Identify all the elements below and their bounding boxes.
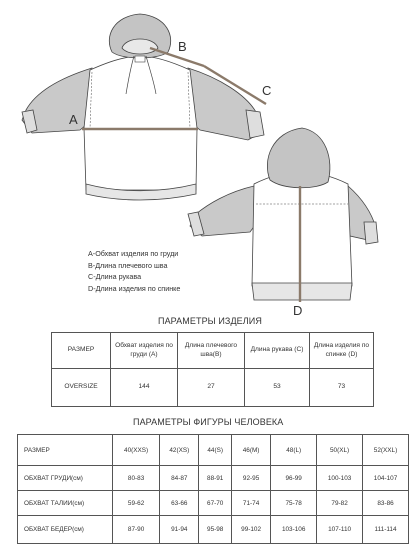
table-row — [18, 516, 409, 544]
table-cell: 80-83 — [113, 466, 160, 491]
table-cell: 111-114 — [363, 516, 409, 544]
header-cell: Длина плечевого шва(B) — [178, 333, 245, 369]
back-body — [252, 172, 352, 286]
table-cell: 99-102 — [231, 516, 270, 544]
label-d: D — [293, 303, 303, 318]
header-cell: РАЗМЕР — [52, 333, 111, 369]
table-cell: 87-90 — [113, 516, 160, 544]
product-params-title: ПАРАМЕТРЫ ИЗДЕЛИЯ — [158, 316, 262, 326]
table-cell: 95-98 — [199, 516, 232, 544]
body-params-table — [17, 434, 409, 544]
table-cell: 59-62 — [113, 491, 160, 516]
table-cell: 91-94 — [160, 516, 199, 544]
table-cell: 83-86 — [363, 491, 409, 516]
table-cell: 144 — [111, 369, 178, 407]
table-row — [18, 491, 409, 516]
table-cell: 79-82 — [317, 491, 363, 516]
row-label: ОБХВАТ БЕДЕР(см) — [18, 516, 113, 544]
table-cell: 67-70 — [199, 491, 232, 516]
header-cell: РАЗМЕР — [18, 435, 113, 466]
front-body — [84, 56, 197, 190]
table-cell: OVERSIZE — [52, 369, 111, 407]
header-cell: Длина изделия по спинке (D) — [310, 333, 374, 369]
header-cell: 42(XS) — [160, 435, 199, 466]
table-cell: 73 — [310, 369, 374, 407]
legend-item-c: C-Длина рукава — [88, 272, 142, 282]
label-a: A — [69, 112, 78, 127]
table-cell: 96-99 — [271, 466, 317, 491]
header-cell: Обхват изделия по груди (А) — [111, 333, 178, 369]
back-hood — [267, 128, 330, 188]
back-right-cuff — [364, 222, 378, 244]
table-cell: 104-107 — [363, 466, 409, 491]
table-cell: 84-87 — [160, 466, 199, 491]
legend-item-a: A-Обхват изделия по груди — [88, 249, 179, 258]
label-b: B — [178, 39, 187, 54]
legend-item-d: D-Длина изделия по спинке — [88, 283, 181, 293]
table-cell: 71-74 — [231, 491, 270, 516]
legend-item-b: B-Длина плечевого шва — [88, 260, 168, 270]
header-cell: 46(M) — [231, 435, 270, 466]
table-cell: 53 — [245, 369, 310, 407]
table-cell: 100-103 — [317, 466, 363, 491]
row-label: ОБХВАТ ГРУДИ(см) — [18, 466, 113, 491]
measurement-legend — [88, 248, 248, 294]
header-cell: 40(XXS) — [113, 435, 160, 466]
table-row — [52, 369, 374, 407]
table-cell: 88-91 — [199, 466, 232, 491]
header-cell: 52(XXL) — [363, 435, 409, 466]
header-cell: 48(L) — [271, 435, 317, 466]
table-row — [18, 466, 409, 491]
table-cell: 63-66 — [160, 491, 199, 516]
table-cell: 107-110 — [317, 516, 363, 544]
hoodie-front-drawing — [22, 14, 264, 200]
header-cell: 50(XL) — [317, 435, 363, 466]
table-header-row — [18, 435, 409, 466]
row-label: ОБХВАТ ТАЛИИ(см) — [18, 491, 113, 516]
product-params-table — [51, 332, 374, 407]
back-waistband — [252, 283, 352, 300]
label-c: C — [262, 83, 272, 98]
header-cell: 44(S) — [199, 435, 232, 466]
table-header-row — [52, 333, 374, 369]
header-cell: Длина рукава (C) — [245, 333, 310, 369]
table-cell: 92-95 — [231, 466, 270, 491]
table-cell: 75-78 — [271, 491, 317, 516]
body-params-title: ПАРАМЕТРЫ ФИГУРЫ ЧЕЛОВЕКА — [133, 417, 284, 427]
table-cell: 103-106 — [271, 516, 317, 544]
table-cell: 27 — [178, 369, 245, 407]
